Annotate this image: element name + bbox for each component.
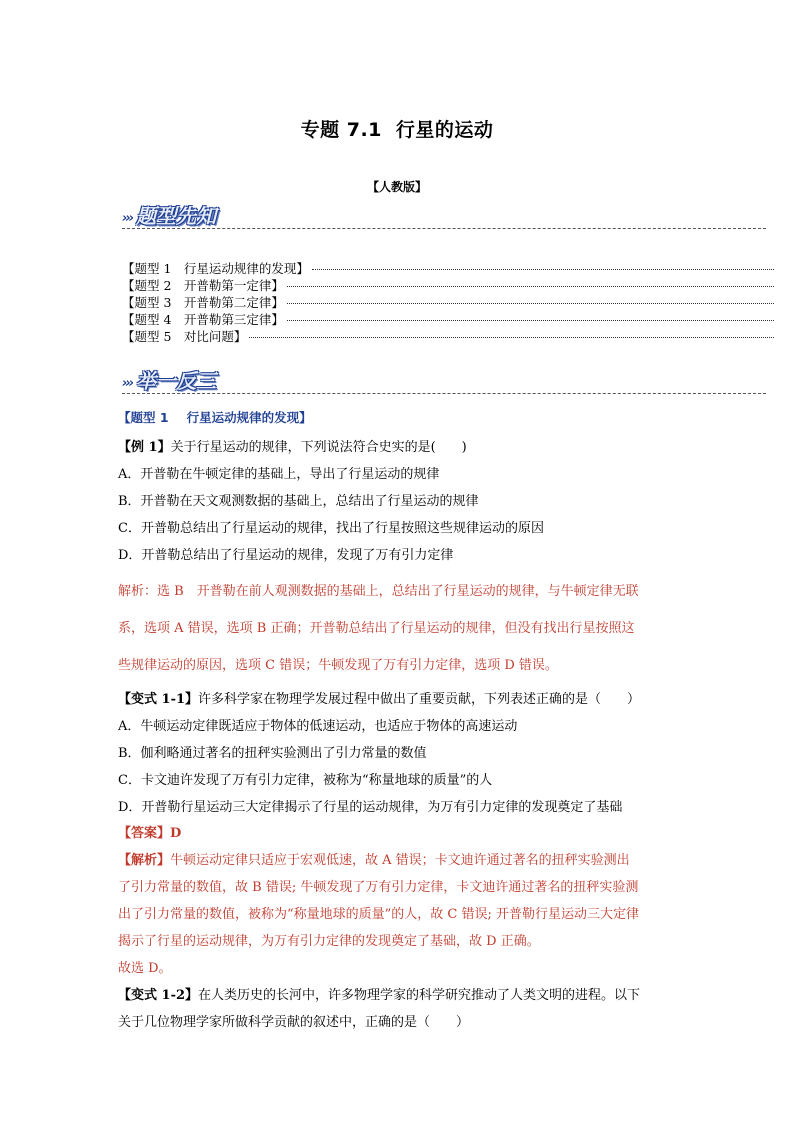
title-prefix: 专题 xyxy=(300,119,340,141)
title-name: 行星的运动 xyxy=(395,119,494,141)
toc-leader xyxy=(312,269,774,270)
explain-label: 【解析】 xyxy=(118,853,171,868)
toc-leader xyxy=(249,337,774,338)
banner-arrows-icon: ››› xyxy=(122,376,133,391)
option-b: B．开普勒在天文观测数据的基础上，总结出了行星运动的规律 xyxy=(118,494,479,509)
toc-leader xyxy=(287,303,774,304)
example-analysis: 解析：选 B 开普勒在前人观测数据的基础上，总结出了行星运动的规律，与牛顿定律无联 系，选项 A 错误，选项 B 正确；开普勒总结出了行星运动的规律，但没有找出行星按照这 些规律运动的原因，选项 C 错误；牛顿发现了万有引力定律，选项 D 错误。 xyxy=(118,584,639,673)
title-number: 7.1 xyxy=(346,119,382,141)
toc-item[interactable]: 【题型 2 开普勒第一定律】 xyxy=(122,277,774,294)
toc-leader xyxy=(287,320,774,321)
option-c: C．卡文迪许发现了万有引力定律，被称为“称量地球的质量”的人 xyxy=(118,773,493,788)
option-b: B．伽利略通过著名的扭秤实验测出了引力常量的数值 xyxy=(118,746,427,761)
variant-tag: 【变式 1-1】 xyxy=(118,692,199,707)
example-tag: 【例 1】 xyxy=(118,440,171,455)
variant-1-2-question: 【变式 1-2】在人类历史的长河中，许多物理学家的科学研究推动了人类文明的进程。以下 xyxy=(118,988,641,1003)
answer-value: D xyxy=(170,826,182,841)
page-title xyxy=(0,115,794,142)
overview-divider xyxy=(122,228,766,229)
answer-label: 【答案】 xyxy=(118,826,171,841)
option-c: C．开普勒总结出了行星运动的规律，找出了行星按照这些规律运动的原因 xyxy=(118,521,544,536)
toc-item[interactable]: 【题型 4 开普勒第三定律】 xyxy=(122,311,774,328)
section-content xyxy=(118,408,678,1036)
toc-item[interactable]: 【题型 5 对比问题】 xyxy=(122,328,774,345)
edition-label: 【人教版】 xyxy=(366,180,427,194)
toc-item[interactable]: 【题型 3 开普勒第二定律】 xyxy=(122,294,774,311)
option-a: A．开普勒在牛顿定律的基础上，导出了行星运动的规律 xyxy=(118,467,440,482)
table-of-contents xyxy=(122,260,774,345)
variant-1-2-question-cont: 关于几位物理学家所做科学贡献的叙述中，正确的是（ ） xyxy=(118,1015,470,1030)
option-d: D．开普勒行星运动三大定律揭示了行星的运动规律，为万有引力定律的发现奠定了基础 xyxy=(118,800,623,815)
answer-line xyxy=(118,821,678,847)
overview-banner xyxy=(122,199,216,229)
option-d: D．开普勒总结出了行星运动的规律，发现了万有引力定律 xyxy=(118,548,454,563)
example-question: 【例 1】关于行星运动的规律，下列说法符合史实的是( ) xyxy=(118,440,467,455)
examples-banner xyxy=(122,364,216,394)
variant-tag: 【变式 1-2】 xyxy=(118,988,199,1003)
examples-banner-text: 举一反三 xyxy=(136,369,217,393)
variant-explanation: 【解析】牛顿运动定律只适应于宏观低速，故 A 错误；卡文迪许通过著名的扭秤实验测出 了引力常量的数值，故 B 错误; 牛顿发现了万有引力定律，卡文迪许通过著名的扭秤实验测 出了引力常量的数值，被称为“称量地球的质量”的人，故 C 错误; 开普勒行星运动三大定律 揭示了行星的运动规律，为万有引力定律的发现奠定了基础，故 D 正确。 故选 D。 xyxy=(118,853,640,976)
section-heading: 【题型 1 行星运动规律的发现】 xyxy=(118,410,312,425)
variant-1-1-question: 【变式 1-1】许多科学家在物理学发展过程中做出了重要贡献，下列表述正确的是（ ） xyxy=(118,692,641,707)
banner-arrows-icon: ››› xyxy=(122,211,133,226)
overview-banner-text: 题型先知 xyxy=(136,204,217,228)
examples-divider xyxy=(122,393,766,394)
option-a: A．牛顿运动定律既适应于物体的低速运动，也适应于物体的高速运动 xyxy=(118,719,518,734)
toc-leader xyxy=(287,286,774,287)
toc-item[interactable]: 【题型 1 行星运动规律的发现】 xyxy=(122,260,774,277)
